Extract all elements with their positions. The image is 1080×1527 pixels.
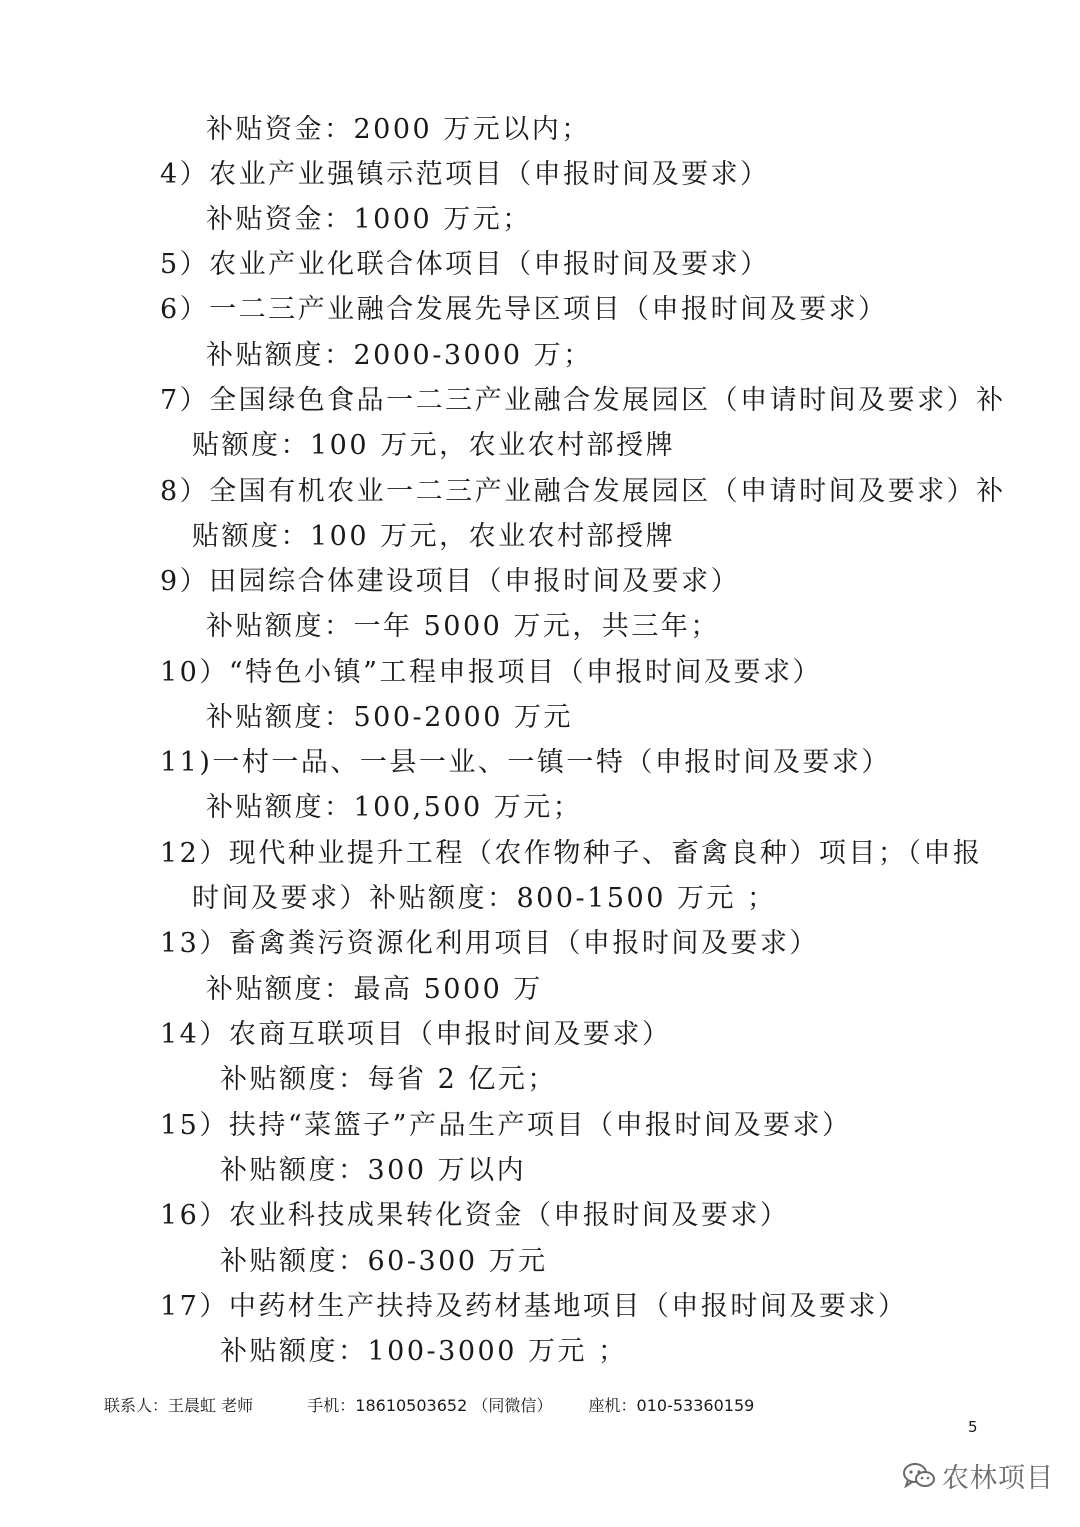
text-line: 5）农业产业化联合体项目（申报时间及要求） <box>160 249 770 280</box>
text-line: 补贴额度：2000-3000 万； <box>206 340 593 371</box>
text-line: 16）农业科技成果转化资金（申报时间及要求） <box>160 1200 790 1231</box>
text-line: 补贴额度：100-3000 万元 ； <box>220 1336 628 1367</box>
text-line: 补贴额度：一年 5000 万元，共三年； <box>206 611 720 642</box>
watermark-text: 农林项目 <box>942 1463 1054 1494</box>
landline-number: 座机：010-53360159 <box>588 1396 755 1415</box>
text-line: 10）“特色小镇”工程申报项目（申报时间及要求） <box>160 657 822 688</box>
text-line: 补贴额度：60-300 万元 <box>220 1246 548 1277</box>
contact-person: 联系人：王晨虹 老师 <box>104 1396 254 1415</box>
mobile-number: 手机：18610503652 （同微信） <box>307 1396 553 1415</box>
text-line: 12）现代种业提升工程（农作物种子、畜禽良种）项目；（申报 <box>160 838 983 869</box>
text-line: 补贴资金：2000 万元以内； <box>206 114 591 145</box>
text-line: 15）扶持“菜篮子”产品生产项目（申报时间及要求） <box>160 1110 852 1141</box>
text-line: 8）全国有机农业一二三产业融合发展园区（申请时间及要求）补 <box>160 476 1006 507</box>
text-line: 7）全国绿色食品一二三产业融合发展园区（申请时间及要求）补 <box>160 385 1006 416</box>
text-line: 9）田园综合体建设项目（申报时间及要求） <box>160 566 741 597</box>
text-line: 14）农商互联项目（申报时间及要求） <box>160 1019 672 1050</box>
text-line: 补贴额度：500-2000 万元 <box>206 702 573 733</box>
text-line: 补贴额度：300 万以内 <box>220 1155 527 1186</box>
footer-contact <box>104 1395 754 1417</box>
wechat-icon <box>902 1461 936 1491</box>
text-line: 补贴额度：最高 5000 万 <box>206 974 543 1005</box>
text-line: 补贴资金：1000 万元； <box>206 204 532 235</box>
text-line: 补贴额度：每省 2 亿元； <box>220 1064 557 1095</box>
text-line: 时间及要求）补贴额度：800-1500 万元 ； <box>192 883 777 914</box>
text-line: 17）中药材生产扶持及药材基地项目（申报时间及要求） <box>160 1291 908 1322</box>
page-number: 5 <box>968 1418 978 1436</box>
text-line: 4）农业产业强镇示范项目（申报时间及要求） <box>160 159 770 190</box>
text-line: 13）畜禽粪污资源化利用项目（申报时间及要求） <box>160 928 819 959</box>
text-line: 补贴额度：100,500 万元； <box>206 792 583 823</box>
text-line: 6）一二三产业融合发展先导区项目（申报时间及要求） <box>160 294 888 325</box>
text-line: 贴额度：100 万元，农业农村部授牌 <box>192 430 676 461</box>
text-line: 贴额度：100 万元，农业农村部授牌 <box>192 521 676 552</box>
watermark <box>902 1456 1054 1495</box>
text-line: 11)一村一品、一县一业、一镇一特（申报时间及要求） <box>160 747 891 778</box>
